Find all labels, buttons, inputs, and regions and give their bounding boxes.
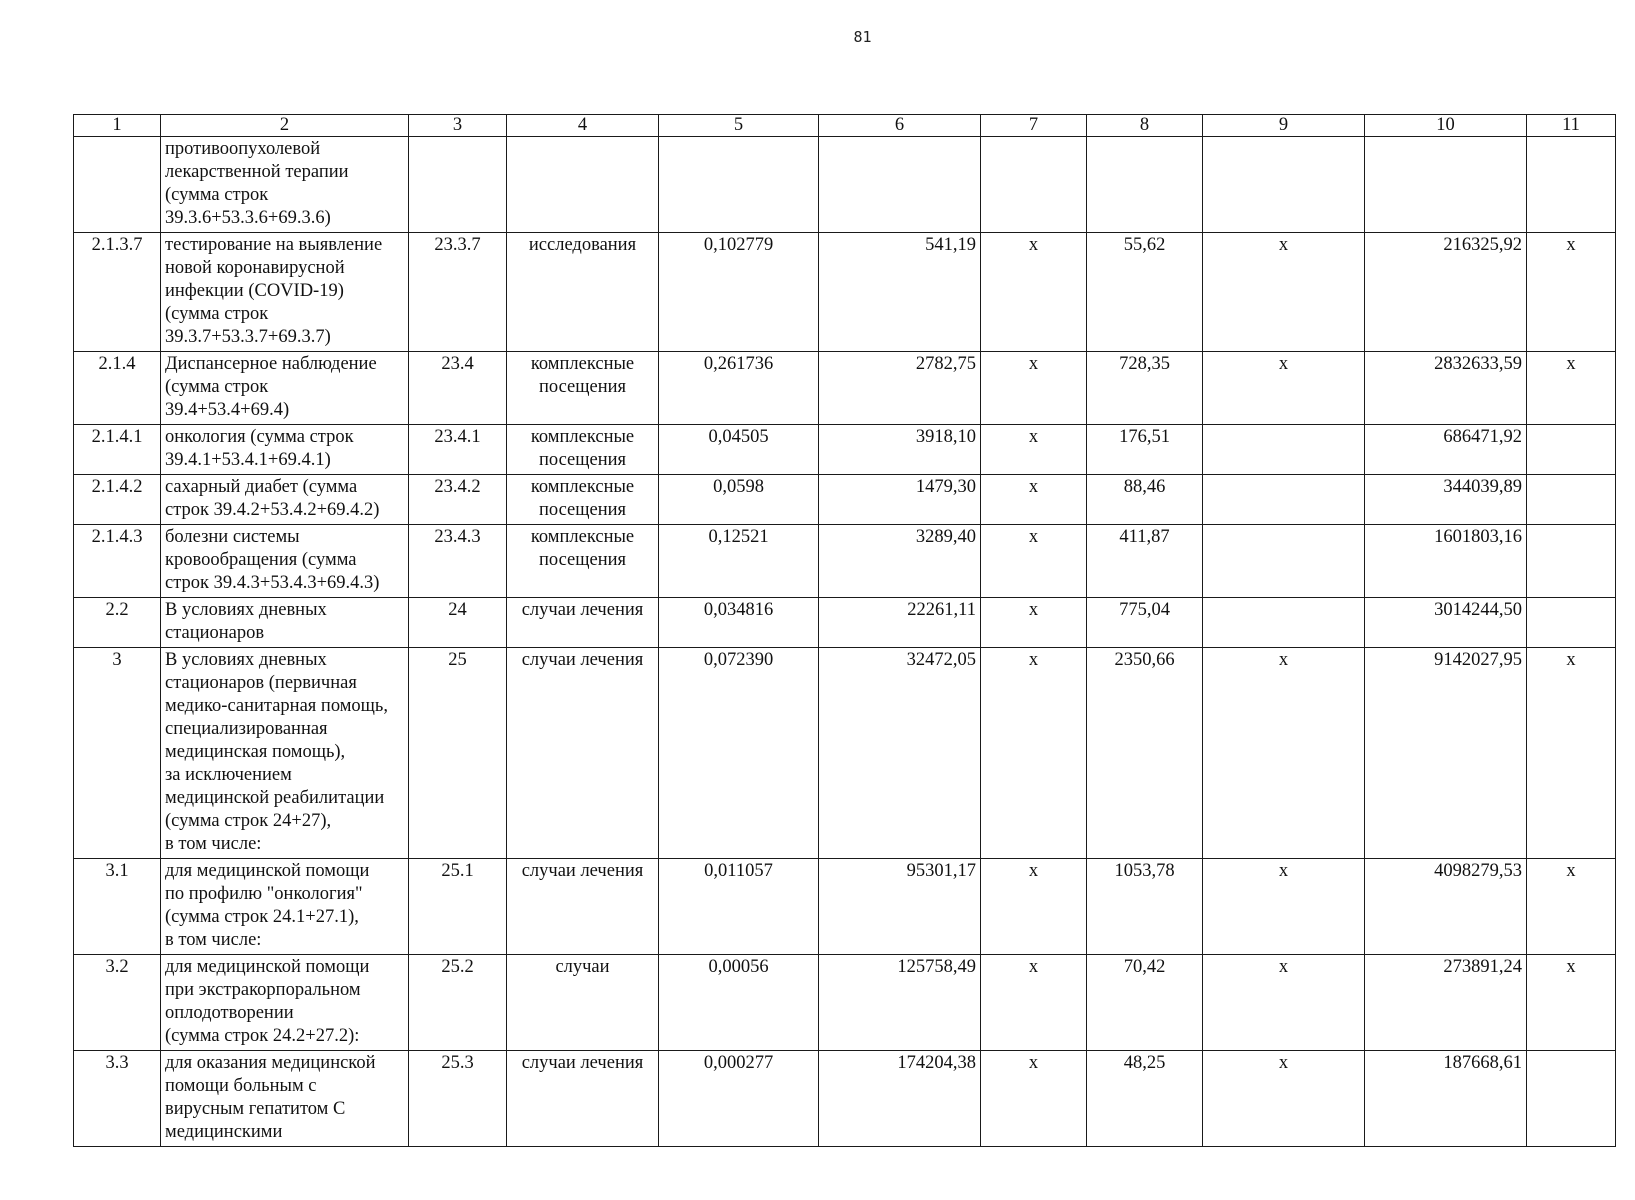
column-number-4: 4 [507,115,659,137]
row-name-line: (сумма строк [165,185,269,205]
table-row [74,1051,1616,1147]
row-number-cell: 2.1.4.3 [74,525,161,598]
unit-cell [507,859,659,955]
column-number-3: 3 [409,115,507,137]
row-name-line: вирусным гепатитом С [165,1099,346,1119]
unit-line: исследования [528,235,637,255]
col6-cell: 3289,40 [819,525,981,598]
row-name-line: онкология (сумма строк [165,427,354,447]
col10-cell: 216325,92 [1365,233,1527,352]
col10-cell: 344039,89 [1365,475,1527,525]
unit-line: посещения [538,550,627,570]
col7-cell: х [981,859,1087,955]
row-name-line: болезни системы [165,527,300,547]
row-name-line: Диспансерное наблюдение [165,354,377,374]
unit-line: посещения [538,500,627,520]
row-name-line: стационаров (первичная [165,673,357,693]
col5-cell: 0,072390 [659,648,819,859]
column-number-2: 2 [161,115,409,137]
col6-cell: 95301,17 [819,859,981,955]
col8-cell: 176,51 [1087,425,1203,475]
col7-cell: х [981,598,1087,648]
col10-cell: 2832633,59 [1365,352,1527,425]
row-name-line: при экстракорпоральном [165,980,361,1000]
col5-cell: 0,000277 [659,1051,819,1147]
row-name-line: 39.3.6+53.3.6+69.3.6) [165,208,331,228]
line-code-cell [409,137,507,233]
col11-cell [1527,425,1616,475]
table-row [74,598,1616,648]
row-name-line: тестирование на выявление [165,235,383,255]
row-name-cell [161,233,409,352]
unit-cell [507,1051,659,1147]
row-name-line: (сумма строк [165,304,269,324]
row-number-cell: 2.1.4 [74,352,161,425]
unit-line: комплексные [530,527,635,547]
table-row [74,233,1616,352]
row-name-cell [161,648,409,859]
col8-cell: 55,62 [1087,233,1203,352]
row-name-line: медицинская помощь), [165,742,346,762]
row-name-line: В условиях дневных [165,650,327,670]
page-number: 81 [853,28,872,46]
col7-cell: х [981,525,1087,598]
col9-cell [1203,598,1365,648]
row-name-line: 39.3.7+53.3.7+69.3.7) [165,327,331,347]
col6-cell: 541,19 [819,233,981,352]
row-number-cell: 3.2 [74,955,161,1051]
row-name-line: кровообращения (сумма [165,550,357,570]
data-table [73,114,1616,1147]
col9-cell: х [1203,859,1365,955]
table-row [74,425,1616,475]
row-name-line: (сумма строк [165,377,269,397]
line-code-cell: 25 [409,648,507,859]
row-number-cell [74,137,161,233]
unit-cell [507,352,659,425]
col6-cell: 22261,11 [819,598,981,648]
row-name-line: лекарственной терапии [165,162,349,182]
row-name-line: инфекции (COVID-19) [165,281,344,301]
row-number-cell: 3.3 [74,1051,161,1147]
col7-cell [981,137,1087,233]
row-name-line: помощи больным с [165,1076,317,1096]
col10-cell: 686471,92 [1365,425,1527,475]
col10-cell: 9142027,95 [1365,648,1527,859]
row-number-cell: 3 [74,648,161,859]
row-name-line: в том числе: [165,930,262,950]
table-row [74,475,1616,525]
col11-cell: х [1527,648,1616,859]
column-number-11: 11 [1527,115,1616,137]
row-name-line: стационаров [165,623,265,643]
col6-cell: 32472,05 [819,648,981,859]
unit-line: случаи лечения [521,1053,644,1073]
col8-cell: 775,04 [1087,598,1203,648]
col9-cell: х [1203,648,1365,859]
row-name-line: специализированная [165,719,328,739]
row-name-cell [161,425,409,475]
table-row [74,859,1616,955]
row-number-cell: 3.1 [74,859,161,955]
row-name-line: в том числе: [165,834,262,854]
unit-line: комплексные [530,354,635,374]
col5-cell [659,137,819,233]
row-name-line: строк 39.4.3+53.4.3+69.4.3) [165,573,380,593]
col9-cell [1203,525,1365,598]
col5-cell: 0,12521 [659,525,819,598]
row-name-cell [161,955,409,1051]
col10-cell: 1601803,16 [1365,525,1527,598]
line-code-cell: 23.4 [409,352,507,425]
unit-cell [507,475,659,525]
row-name-line: медицинской реабилитации [165,788,385,808]
row-name-line: строк 39.4.2+53.4.2+69.4.2) [165,500,380,520]
col9-cell [1203,137,1365,233]
unit-line: случаи лечения [521,861,644,881]
col11-cell: х [1527,352,1616,425]
row-name-cell [161,352,409,425]
col7-cell: х [981,233,1087,352]
unit-cell [507,648,659,859]
col11-cell: х [1527,233,1616,352]
col5-cell: 0,261736 [659,352,819,425]
col10-cell: 4098279,53 [1365,859,1527,955]
unit-line: комплексные [530,477,635,497]
row-number-cell: 2.1.4.2 [74,475,161,525]
row-name-line: медико-санитарная помощь, [165,696,388,716]
row-name-line: (сумма строк 24.2+27.2): [165,1026,360,1046]
col11-cell: х [1527,859,1616,955]
unit-cell [507,955,659,1051]
col8-cell: 1053,78 [1087,859,1203,955]
column-number-7: 7 [981,115,1087,137]
unit-line: случаи [555,957,610,977]
col7-cell: х [981,955,1087,1051]
row-name-line: (сумма строк 24+27), [165,811,332,831]
unit-cell [507,137,659,233]
row-name-line: (сумма строк 24.1+27.1), [165,907,359,927]
row-name-line: В условиях дневных [165,600,327,620]
row-name-line: оплодотворении [165,1003,294,1023]
col5-cell: 0,04505 [659,425,819,475]
col10-cell: 3014244,50 [1365,598,1527,648]
unit-cell [507,525,659,598]
line-code-cell: 25.1 [409,859,507,955]
row-name-line: для медицинской помощи [165,861,370,881]
table-body [74,137,1616,1147]
row-name-line: новой коронавирусной [165,258,345,278]
col6-cell [819,137,981,233]
line-code-cell: 23.4.1 [409,425,507,475]
unit-cell [507,598,659,648]
col8-cell [1087,137,1203,233]
row-name-line: по профилю "онкология" [165,884,363,904]
col8-cell: 2350,66 [1087,648,1203,859]
row-name-line: за исключением [165,765,292,785]
row-name-cell [161,859,409,955]
unit-cell [507,425,659,475]
col8-cell: 728,35 [1087,352,1203,425]
line-code-cell: 23.4.3 [409,525,507,598]
row-name-line: противоопухолевой [165,139,321,159]
row-number-cell: 2.1.4.1 [74,425,161,475]
col6-cell: 174204,38 [819,1051,981,1147]
row-name-cell [161,598,409,648]
column-number-row [74,115,1616,137]
row-name-cell [161,525,409,598]
col6-cell: 1479,30 [819,475,981,525]
col7-cell: х [981,648,1087,859]
col5-cell: 0,011057 [659,859,819,955]
col5-cell: 0,034816 [659,598,819,648]
unit-cell [507,233,659,352]
line-code-cell: 23.4.2 [409,475,507,525]
table-row [74,352,1616,425]
table-row [74,137,1616,233]
row-number-cell: 2.2 [74,598,161,648]
col9-cell [1203,475,1365,525]
unit-line: случаи лечения [521,600,644,620]
col8-cell: 70,42 [1087,955,1203,1051]
col10-cell [1365,137,1527,233]
col11-cell [1527,525,1616,598]
column-number-9: 9 [1203,115,1365,137]
row-name-line: для медицинской помощи [165,957,370,977]
col9-cell [1203,425,1365,475]
col10-cell: 273891,24 [1365,955,1527,1051]
column-number-10: 10 [1365,115,1527,137]
line-code-cell: 24 [409,598,507,648]
col11-cell: х [1527,955,1616,1051]
row-name-cell [161,137,409,233]
column-number-6: 6 [819,115,981,137]
row-name-line: медицинскими [165,1122,283,1142]
unit-line: случаи лечения [521,650,644,670]
column-number-5: 5 [659,115,819,137]
col11-cell [1527,598,1616,648]
row-number-cell: 2.1.3.7 [74,233,161,352]
unit-line: посещения [538,450,627,470]
col9-cell: х [1203,233,1365,352]
row-name-line: сахарный диабет (сумма [165,477,358,497]
unit-line: посещения [538,377,627,397]
col11-cell [1527,475,1616,525]
col5-cell: 0,0598 [659,475,819,525]
col8-cell: 411,87 [1087,525,1203,598]
col8-cell: 48,25 [1087,1051,1203,1147]
column-number-1: 1 [74,115,161,137]
col11-cell [1527,1051,1616,1147]
col6-cell: 125758,49 [819,955,981,1051]
col6-cell: 2782,75 [819,352,981,425]
col7-cell: х [981,1051,1087,1147]
col9-cell: х [1203,955,1365,1051]
col7-cell: х [981,352,1087,425]
col9-cell: х [1203,352,1365,425]
row-name-line: 39.4+53.4+69.4) [165,400,290,420]
col9-cell: х [1203,1051,1365,1147]
col11-cell [1527,137,1616,233]
col5-cell: 0,00056 [659,955,819,1051]
col7-cell: х [981,475,1087,525]
col6-cell: 3918,10 [819,425,981,475]
line-code-cell: 23.3.7 [409,233,507,352]
col5-cell: 0,102779 [659,233,819,352]
row-name-cell [161,475,409,525]
col7-cell: х [981,425,1087,475]
line-code-cell: 25.2 [409,955,507,1051]
row-name-line: для оказания медицинской [165,1053,376,1073]
col10-cell: 187668,61 [1365,1051,1527,1147]
col8-cell: 88,46 [1087,475,1203,525]
column-number-8: 8 [1087,115,1203,137]
unit-line: комплексные [530,427,635,447]
table-row [74,955,1616,1051]
table-row [74,525,1616,598]
row-name-line: 39.4.1+53.4.1+69.4.1) [165,450,331,470]
table-row [74,648,1616,859]
row-name-cell [161,1051,409,1147]
line-code-cell: 25.3 [409,1051,507,1147]
